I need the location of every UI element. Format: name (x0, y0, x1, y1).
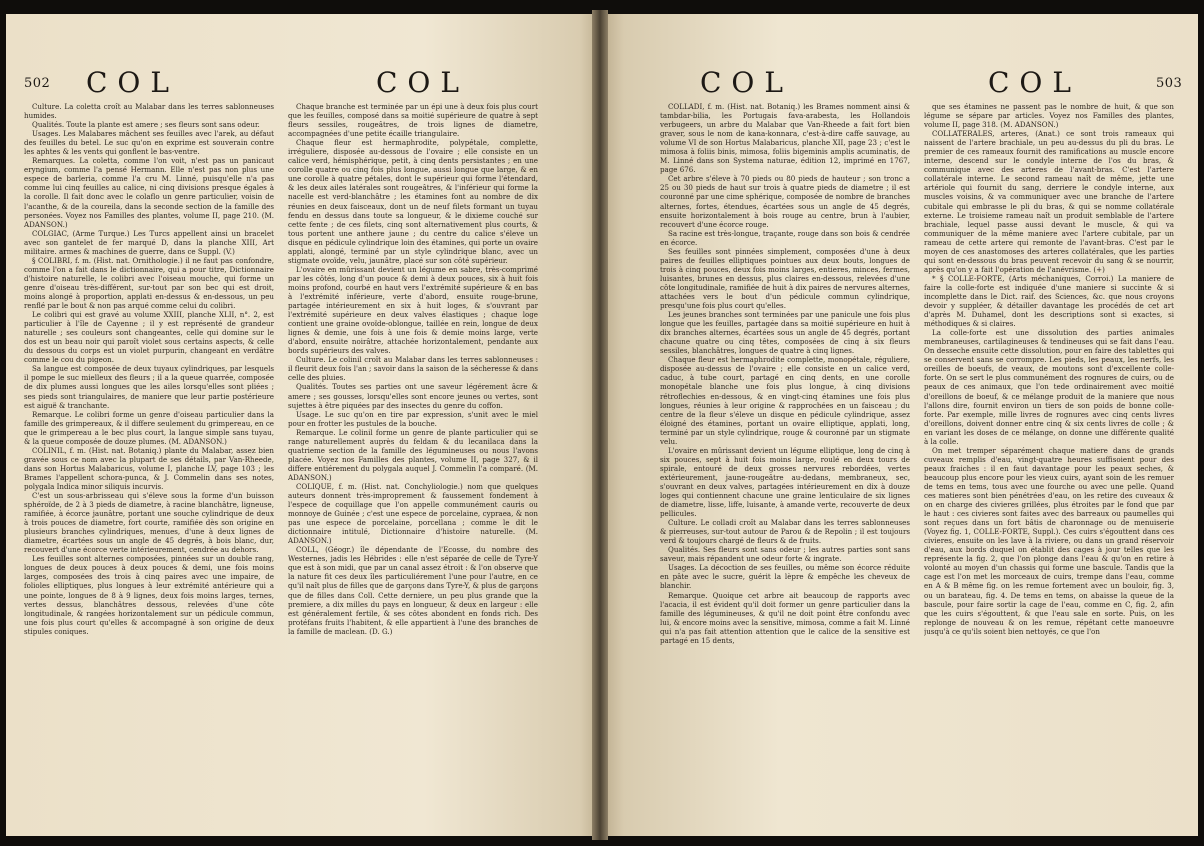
left-page (6, 14, 604, 836)
running-title: COL (988, 66, 1081, 99)
text-column-2 (924, 102, 1174, 812)
paragraph: COLL, (Géogr.) île dépendante de l'Ecosse, du nombre des Westernes, jadis les Hébrides : elle n'est séparée de celle de Tyre-Y que est à son midi, que par un canal assez étroit : & l'on observe que la nature fit ces deux îles particuliérement l'une pour l'autre, en ce qu'il naît plus de filles que de garçons dans Tyre-Y, & plus de garçons que de filles dans Coll. Cette derniere, un peu plus grande que la premiere, a dix milles du pays en longueur, & deux en largeur : elle est généralement fertile, & ses côtes abondent en fonds rich. Des protéfans fruits l'habitent, & elle appartient à l'une des branches de la famille de maclean. (D. G.) (288, 545, 538, 636)
paragraph: Remarque. Le colinil forme un genre de plante particulier qui se range naturellement auprès du feldam & du lecanilaca dans la quatrieme section de la famille des légumineuses ou nous l'avons placée. Voyez nos Familles des plantes, volume II, page 327, & il differe entiérement du polygala auquel J. Commelin l'a comparé. (M. ADANSON.) (288, 427, 538, 482)
paragraph: Les feuilles sont alternes composées, pinnées sur un double rang, longues de deux pouces à deux pouces & demi, une fois moins larges, composées des trois à cinq paires avec une impaire, de folioles elliptiques, plus longues à leur extrémité antérieure qui a une pointe, longues de 8 à 9 lignes, deux fois moins larges, ternes, vertes dessus, blanchâtres dessous, relevées d'une côte longitudinale, & rangées horizontalement sur un pédicule commun, une fois plus court qu'elles & accompagné à son origine de deux stipules coniques. (24, 554, 274, 636)
paragraph: C'est un sous-arbrisseau qui s'éleve sous la forme d'un buisson sphéroïde, de 2 à 3 pieds de diametre, à racine blanchâtre, ligneuse, ramifiée, à écorce jaunâtre, portant une souche cylindrique de deux à trois pouces de diametre, fort courte, ramifiée dès son origine en plusieurs branches cylindriques, menues, d'une à deux lignes de diametre, écartées sous un angle de 45 degrés, à bois blanc, dur, recouvert d'une écorce verte intérieurement, cendrée au dehors. (24, 491, 274, 555)
paragraph: Remarques. La coletta, comme l'on voit, n'est pas un panicaut eryngium, comme l'a pensé Hermann. Elle n'est pas non plus une espece de barleria, comme l'a cru M. Linné, puisqu'elle n'a pas comme lui cinq feuilles au calice, ni cinq divisions presque égales à la corolle. Il fait donc avec le colaflo un genre particulier, voisin de l'acanthe, & de la coureila, dans la seconde section de la famille des personées. Voyez nos Familles des plantes, volume II, page 210. (M. ADANSON.) (24, 156, 274, 229)
paragraph: Remarque. Quoique cet arbre ait beaucoup de rapports avec l'acacia, il est évident qu'il doit former un genre particulier dans la famille des légumineuses, & qu'il ne doit point être confondu avec lui, & encore moins avec la sensitive, mimosa, comme a fait M. Linné qui n'a pas fait attention attention que le calice de la sensitive est partagé en 15 dents, (660, 590, 910, 645)
text-column-2 (288, 102, 538, 812)
paragraph: * § COLLE-FORTE, (Arts méchaniques, Corroi.) La maniere de faire la colle-forte est indiquée d'une maniere si succinte & si incomplette dans le Dict. raif. des Sciences, &c. que nous croyons devoir y suppléer, & détailler davantage les procédés de cet art d'après M. Duhamel, dont les descriptions sont si exactes, si méthodiques & si claires. (924, 273, 1174, 329)
paragraph: L'ovaire en mûrissant devient un légume en sabre, très-comprimé par les côtés, long d'un pouce & demi à deux pouces, six à huit fois moins profond, courbé en haut vers l'extrémité supérieure & en bas à l'extrémité inférieure, verte d'abord, ensuite rouge-brune, partagée intérieurement en six à huit loges, & s'ouvrant par l'extrémité supérieure en deux valves élastiques ; chaque loge contient une graine ovoïde-oblongue, taillée en rein, longue de deux lignes & demie, une fois à une fois & demie moins large, verte d'abord, ensuite noirâtre, attachée horizontalement, pendante aux bords supérieurs des valves. (288, 264, 538, 356)
paragraph: Chaque fleur est hermaphrodite complette, monopétale, réguliere, disposée au-dessus de l'ovaire ; elle consiste en un calice verd, caduc, à tube court, partagé en cinq dents, en une corolle monopétale blanche une fois plus longue, à cinq divisions rétroflechies en-dessous, & en vingt-cinq étamines une fois plus longues, réunies à leur origine & rapprochées en un faisceau ; du centre de la fleur s'éleve un disque en pédicule cylindrique, assez éloigné des étamines, portant un ovaire elliptique, applati, long, terminé par un style cylindrique, rouge & couronné par un stigmate velu. (660, 355, 910, 446)
paragraph: COLIQUE, f. m. (Hist. nat. Conchyliologie.) nom que quelques auteurs donnent très-improprement & faussement fondement à l'espece de coquillage que l'on appelle communément cauris ou monnoye de Guinée ; c'est une espece de porcelaine, cypraea, & non pas une espece de porcelaine, porcellana ; comme le dit le dictionnaire intitulé, Dictionnaire d'histoire naturelle. (M. ADANSON.) (288, 481, 538, 546)
paragraph: Ses feuilles sont pinnées simplement, composées d'une à deux paires de feuilles elliptiques pointues aux deux bouts, longues de trois à cinq pouces, deux fois moins larges, entieres, minces, fermes, luisantes, brunes en dessus, plus claires en-dessous, relevées d'une côte longitudinale, ramifiée de huit à dix paires de nervures alternes, attachées vers le bout d'un pédicule commun cylindrique, presqu'une fois plus court qu'elles. (660, 246, 910, 311)
left-page-header (6, 66, 604, 99)
page-number: 503 (1156, 76, 1183, 91)
paragraph: Les jeunes branches sont terminées par une panicule une fois plus longue que les feuilles, partagée dans sa moitié supérieure en huit à dix branches alternes, écartées sous un angle de 45 degrés, portant chacune quatre ou cinq têtes, composées de cinq à six fleurs sessiles, blanchâtres, longues de quatre à cinq lignes. (660, 310, 910, 356)
paragraph: Qualités. Toutes ses parties ont une saveur légérement âcre & amere ; ses gousses, lorsqu'elles sont encore jeunes ou vertes, sont sujettes à être piquées par des insectes du genre du coffon. (288, 382, 538, 410)
paragraph: Le colibri qui est gravé au volume XXIII, planche XLII, n°. 2, est particulier à l'île de Cayenne ; il y est représenté de grandeur naturelle ; ses couleurs sont changeantes, celle qui domine sur le dos est un beau noir qui paroît violet sous certains aspects, & celle du dessous du corps est un violet purpurin, changeant en verdâtre comme le cou du pigeon. (24, 310, 274, 365)
paragraph: Chaque fleur est hermaphrodite, polypétale, complette, irréguliere, disposée au-dessous de l'ovaire ; elle consiste en un calice verd, hémisphérique, petit, à cinq dents persistantes ; en une corolle quatre ou cinq fois plus longue, aussi longue que large, & en une corolle à quatre pétales, dont le supérieur qui forme l'étendard, & les deux ailes latérales sont rougeâtres, & l'inférieur qui forme la nacelle est verd-blanchâtre ; les étamines font au nombre de dix réunies en deux faisceaux, dont un de neuf filets formant un tuyau fendu en dessus dans toute sa longueur, & le dixieme couché sur cette fente ; de ces filets, cinq sont alternativement plus courts, & tous portent une anthere jaune ; du centre du calice s'éleve un disque en pédicule cylindrique loin des étamines, qui porte un ovaire applati, alongé, terminé par un style cylindrique blanc, avec un stigmate ovoïde, velu, jaunâtre, placé sur son côté supérieur. (288, 138, 538, 265)
paragraph: Usages. Les Malabares mâchent ses feuilles avec l'arek, au défaut des feuilles du betel. Le suc qu'on en exprime est souverain contre les aphtes & les vents qui gonflent le bas-ventre. (24, 129, 274, 157)
text-column-1 (24, 102, 274, 812)
paragraph: COLGIAC, (Arme Turque.) Les Turcs appellent ainsi un bracelet avec son gantelet de fer marqué D, dans la planche XIII, Art militaire. armes & machines de guerre, dans ce Suppl. (V.) (24, 228, 274, 256)
paragraph: Culture. Le colladi croît au Malabar dans les terres sablonneuses & pierreuses, sur-tout autour de Parou & de Repolin ; il est toujours verd & toujours chargé de fleurs & de fruits. (660, 518, 910, 546)
running-title: COL (86, 66, 179, 99)
paragraph: L'ovaire en mûrissant devient un légume elliptique, long de cinq à six pouces, sept à huit fois moins large, roulé en deux tours de spirale, entouré de deux grosses nervures rebordées, vertes extérieurement, jaune-rougeâtre au-dedans, membraneux, sec, s'ouvrant en deux valves, partagées intérieurement en dix à douze loges qui contiennent chacune une graine lenticulaire de six lignes de diametre, lisse, liffe, luisante, à amande verte, recouverte de deux pellicules. (660, 445, 910, 519)
paragraph: On met tremper séparément chaque matiere dans de grands cuveaux remplis d'eau, vingt-quatre heures suffisoient pour des peaux fraiches : il en faut davantage pour les peaux seches, & beaucoup plus encore pour les vieux cuirs, ayant soin de les remuer de tems en tems, tous avec une fourche ou avec une pelle. Quand ces matieres sont bien pénétrées d'eau, on les retire des cuveaux & on en charge des civieres grillées, plus étroites par le fond que par le haut : ces civieres sont faites avec des barreaux ou paumelles qui sont reçues dans un fort bâtis de charonnage ou de menuiserie (Voyez fig. 1, COLLE-FORTE, Suppl.). Ces cuirs s'égouttent dans ces civieres, ensuite on les lave à la riviere, ou dans un grand réservoir d'eau, aux bords duquel on établit des cages à jour telles que les représente la fig. 2, que l'on plonge dans l'eau & qu'on en retire à volonté au moyen d'un chassis qui forme une bascule. Tandis que la cage est l'on met les morceaux de cuirs, trempe dans l'eau, comme en A & B même fig. on les remue fortement avec un bouloir, fig. 3, ou un barateau, fig. 4. De tems en tems, on abaisse la queue de la bascule, pour faire sortir la cage de l'eau, comme en C, fig. 2, afin que les cuirs s'égouttent, & que l'eau sale en sorte. Puis, on les replonge de nouveau & on les remue, répétant cette manoeuvre jusqu'à ce qu'ils soient bien nettoyés, ce que l'on (924, 445, 1174, 636)
book-gutter (592, 10, 608, 840)
paragraph: Qualités. Toute la plante est amere ; ses fleurs sont sans odeur. (32, 120, 260, 130)
right-page (600, 14, 1198, 836)
paragraph: Chaque branche est terminée par un épi une à deux fois plus court que les feuilles, composé dans sa moitié supérieure de quatre à sept fleurs sessiles, rougeâtres, de trois lignes de diametre, accompagnées d'une petite écaille triangulaire. (288, 102, 538, 139)
paragraph: Culture. Le colinil croît au Malabar dans les terres sablonneuses : il fleurit deux fois l'an ; savoir dans la saison de la sécheresse & dans celle des pluies. (288, 355, 538, 383)
paragraph: COLLATERALES, arteres, (Anat.) ce sont trois rameaux qui naissent de l'artere brachiale, un peu au-dessus du pli du bras. Le premier de ces rameaux fournit des ramifications au muscle encore interne, descend sur le condyle interne de l'os du bras, & communique avec des arteres de l'avant-bras. C'est l'artere collatérale interne. Le second rameau naît de même, jette une artériole qui fournit du sang, derriere le condyle interne, aux muscles voisins, & va communiquer avec une branche de l'artere cubitale qui embrasse le pli du bras, & qui se nomme collatérale externe. Le troisieme rameau naît un produit semblable de l'artere brachiale, lequel passe aussi devant le muscle, & qui va communiquer de la même maniere avec l'artere cubitale, par un rameau de cette artere qui remonte de l'avant-bras. C'est par le moyen de ces anastomoses des arteres collatérales, que les parties qui sont en-dessous du bras peuvent recevoir du sang & se nourrir, après qu'on y a fait l'opération de l'anévrisme. (+) (924, 129, 1174, 274)
paragraph: que ses étamines ne passent pas le nombre de huit, & que son légume se sépare par articles. Voyez nos Familles des plantes, volume II, page 318. (M. ADANSON.) (924, 102, 1174, 130)
paragraph: COLLADI, f. m. (Hist. nat. Botaniq.) les Brames nomment ainsi & tambdar-bilia, les Portugais fava-arabesta, les Hollandois verbugeers, un arbre du Malabar que Van-Rheede a fait fort bien graver, sous le nom de kana-konnara, c'est-à-dire caffe sauvage, au volume VI de son Hortus Malabaricus, planche XII, page 23 ; c'est le mimosa à foliis binis, mimosa, foliis bigeminis amplis acuminatis, de M. Linné dans son Systema naturae, édition 12, imprimé en 1767, page 676. (660, 102, 910, 175)
paragraph: Cet arbre s'éleve à 70 pieds ou 80 pieds de hauteur ; son tronc a 25 ou 30 pieds de haut sur trois à quatre pieds de diametre ; il est couronné par une cime sphérique, composée de nombre de branches alternes, fortes, étendues, écartées sous un angle de 45 degrés, ensuite horizontalement à bois rouge au centre, brun à l'aubier, recouvert d'une écorce rouge. (660, 174, 910, 229)
paragraph: § COLIBRI, f. m. (Hist. nat. Ornithologie.) il ne faut pas confondre, comme l'on a fait dans le dictionnaire, qui a pour titre, Dictionnaire d'histoire naturelle, le colibri avec l'oiseau mouche, qui forme un genre d'oiseau très-différent, sur-tout par son bec qui est droit, moins alongé à proportion, applati en-dessus & en-dessous, un peu renflé par le bout & non pas arqué comme celui du colibri. (24, 255, 274, 311)
paragraph: COLINIL, f. m. (Hist. nat. Botaniq.) plante du Malabar, assez bien gravée sous ce nom avec la plupart de ses détails, par Van-Rheede, dans son Hortus Malabaricus, volume I, planche LV, page 103 ; les Brames l'appellent schora-punca, & J. Commelin dans ses notes, polygala Indica minor siliquis incurvis. (24, 445, 274, 491)
paragraph: Sa langue est composée de deux tuyaux cylindriques, par lesquels il pompe le suc mielleux des fleurs ; il a la queue quarrée, composée de dix plumes aussi longues que les ailes lorsqu'elles sont pliées ; ses pieds sont triangulaires, de maniere que leur partie postérieure est aiguë & tranchante. (24, 364, 274, 410)
paragraph: Remarque. Le colibri forme un genre d'oiseau particulier dans la famille des grimpereaux, & il differe seulement du grimpereau, en ce que le grimpereau a le bec plus court, la langue simple sans tuyau, & la queue composée de douze plumes. (M. ADANSON.) (24, 409, 274, 446)
text-column-1 (660, 102, 910, 812)
paragraph: Usage. Le suc qu'on en tire par expression, s'unit avec le miel pour en frotter les pustules de la bouche. (288, 409, 538, 428)
paragraph: Culture. La coletta croît au Malabar dans les terres sablonneuses humides. (24, 102, 274, 121)
running-title: COL (376, 66, 469, 99)
paragraph: Qualités. Ses fleurs sont sans odeur ; les autres parties sont sans saveur, mais répandent une odeur forte & ingrate. (660, 545, 910, 564)
paragraph: La colle-forte est une dissolution des parties animales membraneuses, cartilagineuses & tendineuses qui se fait dans l'eau. On desseche ensuite cette dissolution, pour en faire des tablettes qui se conservent sans se corrompre. Les pieds, les peaux, les nerfs, les oreilles de boeufs, de veaux, de moutons sont d'excellente colle-forte. On se sert le plus communément des rognures de cuirs, ou de peaux de ces animaux, que l'on tede ordinairement avec moitié d'oreillons de boeuf, & ce mélange produit de la maniere que nous l'allons dire, fournit environ un tiers de son poids de bonne colle-forte. Par exemple, mille livres de rognures avec cinq cents livres d'oreillons, doivent donner entre cinq & six cents livres de colle ; & en variant les doses de ce mélange, on donne une différente qualité à la colle. (924, 328, 1174, 446)
running-title: COL (700, 66, 793, 99)
paragraph: Usages. La décoction de ses feuilles, ou même son écorce réduite en pâte avec le sucre, guérit la lèpre & empêche les cheveux de blanchir. (660, 563, 910, 591)
page-number: 502 (24, 76, 51, 91)
right-page-header (600, 66, 1198, 99)
paragraph: Sa racine est très-longue, traçante, rouge dans son bois & cendrée en écorce. (660, 228, 910, 247)
